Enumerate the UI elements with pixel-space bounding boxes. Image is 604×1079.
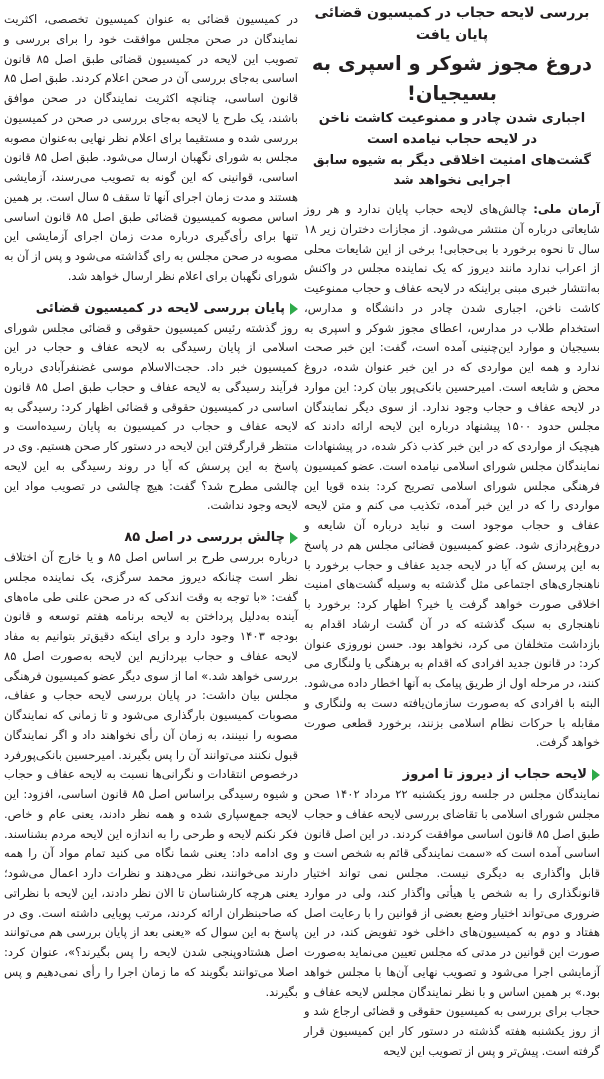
section-heading xyxy=(304,765,600,785)
article-subheads xyxy=(304,109,600,192)
section-body: درباره بررسی طرح بر اساس اصل ۸۵ و یا خارج آن اختلاف نظر است چنانکه دیروز محمد سرگزی، یک نماینده مجلس گفت: «با توجه به وقت اندکی که در صحن علنی طی ماه‌های آینده به‌دلیل پرداختن به لایحه برنامه هفتم توسعه و قانون بودجه ۱۴۰۳ وجود دارد و برای اینکه دقیق‌تر بتوانیم به مفاد لایحه عفاف و حجاب بپردازیم این لایحه به‌صورت اصل ۸۵ بررسی خواهد شد.» اما از سوی دیگر عضو کمیسیون فرهنگی مجلس بیان داشت: در پایان بررسی لایحه حجاب و عفاف، مصوبات کمیسیون بارگذاری می‌شود و تا زمانی که نمایندگان مصوبه را نبینند، به زمان آن رأی نخواهند داد و اگر نمایندگان قبول نکنند می‌توانند آن را پس بگیرند. امیرحسین بانکی‌پورفرد درخصوص انتقادات و نگرانی‌ها نسبت به لایحه عفاف و حجاب و شیوه رسیدگی براساس اصل ۸۵ قانون اساسی، افزود: این لایحه جمع‌سپاری شده و همه نظر دادند، یعنی عام و خاص. فکر نکنم لایحه و طرحی را به اندازه این لایحه مردم بشناسند. وی ادامه داد: یعنی شما نگاه می کنید تمام مواد آن را همه دارند می‌خوانند، نظر می‌دهند و نظرات دارد اعمال می‌شود؛ یعنی هرچه کارشناسان تا الان نظر دادند، این لایحه با نظراتی که صاحبنظران ارائه کردند، مرتب پویایی داشته است. وی در پاسخ به این سوال که «یعنی بعد از پایان بررسی هم می‌توانند اصل هشتادوپنجی شدن لایحه را پس بگیرند؟»، عنوان کرد: اصلا می‌توانند بگویند که ما زمان اجرا را رأی نمی‌دهیم و پس بگیرند. xyxy=(4,550,299,999)
subhead-line: در لایحه حجاب نیامده است xyxy=(366,131,538,147)
section-body: نمایندگان مجلس در جلسه روز یکشنبه ۲۲ مرداد ۱۴۰۲ صحن مجلس شورای اسلامی با تقاضای بررسی لایحه عفاف و حجاب طبق اصل ۸۵ قانون اساسی موافقت کردند. در این اصل قانون اساسی آمده است که «سمت نمایندگی قائم به شخص است و قابل واگذاری به دیگری نیست. مجلس نمی تواند اختیار قانونگذاری را به شخص یا هیأتی واگذار کند، ولی در موارد ضروری می‌تواند اختیار وضع بعضی از قوانین را با رعایت اصل هفتاد و دوم به کمیسیون‌های داخلی خود تفویض کند، در این صورت این قوانین در مدتی که مجلس تعیین می‌نماید به‌صورت آزمایشی اجرا می‌شود و تصویب نهایی آن‌ها با مجلس خواهد بود.» بر همین اساس و با نظر نمایندگان مجلس لایحه عفاف و حجاب برای بررسی به کمیسیون حقوقی و قضائی ارجاع شد و از روز یکشنبه هفته گذشته در دستور کار این کمیسیون قرار گرفته است. پیش‌تر و پس از تصویب این لایحه xyxy=(304,787,600,1058)
section-heading-text: چالش بررسی در اصل ۸۵ xyxy=(124,530,285,545)
article-kicker: بررسی لایحه حجاب در کمیسیون قضائی پایان یافت xyxy=(314,5,590,43)
subhead-line: اجباری شدن چادر و ممنوعیت کاشت ناخن xyxy=(318,111,586,126)
section-heading-text: پایان بررسی لایحه در کمیسیون قضائی xyxy=(35,300,285,316)
section-body-continued: در کمیسیون قضائی به عنوان کمیسیون تخصصی، اکثریت نمایندگان در صحن مجلس موافقت خود را برای بررسی و تصویب این لایحه در کمیسیون قضائی طبق اصل ۸۵ قانون اساسی به‌جای بررسی آن در صحن اعلام کردند. طبق اصل ۸۵ قانون اساسی، چنانچه اکثریت نمایندگان در صحن موافق باشند، یک طرح یا لایحه به‌جای بررسی در صحن در کمیسیون بررسی شده و مستقیما برای اعلام نظر نهایی به‌عنوان مصوبه مجلس به شورای نگهبان ارسال می‌شود. طبق اصل ۸۵ قانون اساسی، قوانینی که این گونه به تصویب می‌رسند، آزمایشی هستند و مدت زمان اجرای آنها تا سقف ۵ سال است. بر همین اساس مصوبه کمیسیون قضائی طبق اصل ۸۵ قانون اساسی تنها برای رأی‌گیری درباره مدت زمان اجرای آزمایشی این مصوبه در صحن مجلس به رای گذاشته می‌شود و پس از آن به شورای نگهبان برای اعلام نظر ارسال خواهد شد. xyxy=(4,12,299,283)
triangle-bullet-icon xyxy=(592,769,600,781)
article-left-column xyxy=(4,10,298,1002)
section-body: روز گذشته رئیس کمیسیون حقوقی و قضائی مجلس شورای اسلامی از پایان رسیدگی به لایحه عفاف و حجاب در این کمیسیون خبر داد. حجت‌الاسلام موسی غضنفرآبادی درباره فرآیند رسیدگی به لایحه عفاف و حجاب طبق اصل ۸۵ قانون اساسی در کمیسیون حقوقی و قضائی اظهار کرد: رسیدگی به لایحه عفاف و حجاب در کمیسیون به پایان رسیده‌است و منتظر قرارگرفتن این لایحه در دستور کار صحن هستیم. وی در پاسخ به این پرسش که آیا در روند رسیدگی به این لایحه چالشی مطرح شد؟ گفت: هیچ چالشی در تصویب مواد این لایحه وجود نداشت. xyxy=(4,320,298,513)
subhead-line: گشت‌های امنیت اخلاقی دیگر به شیوه سابق xyxy=(313,152,591,168)
article-lead-text: چالش‌های لایحه حجاب پایان ندارد و هر روز شایعاتی درباره آن منتشر می‌شود. از مجازات دختران زیر ۱۸ سال تا نحوه برخورد با بی‌حجابی! برخی از این شایعات محلی از اعراب ندارد مانند دیروز که یک نماینده مجلس در واکنش به‌انتشار خبری مبنی براینکه در لایحه عفاف و حجاب ممنوعیت کاشت ناخن، اجباری شدن چادر در دانشگاه و مدارس، استخدام طلاب در مدارس، اعطای مجوز شوکر و اسپری به بسیجیان و موارد این‌چنینی آمده است، گفت: این خبر صحت ندارد و همه این مواردی که در این خبر عنوان شده، دروغ محض و شایعه است. امیرحسین بانکی‌پور بیان کرد: این موارد در لایحه عفاف و حجاب وجود ندارد. از سوی دیگر نمایندگان مجلس حدود ۱۵۰۰ پیشنهاد درباره این لایحه ارائه دادند که هیچیک از مواردی که در این خبر کذب ذکر شده، در پیشنهادات نمایندگان مجلس شورای اسلامی نیامده است. عضو کمیسیون فرهنگی مجلس شورای اسلامی تصریح کرد: بنده قویا این مواردی را که در این خبر آمده، تکذیب می کنم و متن لایحه عفاف و حجاب موجود است و نباید درباره آن شایعه و دروغ‌پردازی شود. عضو کمیسیون قضائی مجلس هم در پاسخ به این پرسش که آیا در لایحه جدید عفاف و حجاب برخورد با ناهنجاری‌های اجتماعی مثل گذشته به وسیله گشت‌های امنیت اخلاقی صورت خواهد گرفت یا خیر؟ اظهار کرد: برخورد با ناهنجاری به سبک گذشته که در آن گشت ارشاد اقدام به بازداشت متخلفان می کرد، نخواهد بود. حسن نوروزی عنوان کرد: در قانون جدید افرادی که اقدام به برهنگی یا ولنگاری می کنند، در مرحله اول از طریق پیامک به آنها اخطار داده می‌شود. البته با افرادی که به‌صورت سازمان‌یافته دست به ولنگاری و مقابله با حرکات نظام اسلامی بزنند، برخورد قطعی صورت خواهد گرفت. xyxy=(304,202,600,750)
article-source: آرمان ملی: xyxy=(533,202,600,217)
subhead-line: اجرایی نخواهد شد xyxy=(393,173,511,189)
triangle-bullet-icon xyxy=(290,303,298,315)
article-lead xyxy=(304,200,600,753)
triangle-bullet-icon xyxy=(290,532,298,544)
section-heading xyxy=(4,528,298,548)
section-heading xyxy=(4,299,298,319)
section-heading-text: لایحه حجاب از دیروز تا امروز xyxy=(402,767,587,783)
article-headline: دروغ مجوز شوکر و اسپری به بسیجیان! xyxy=(311,52,593,105)
article-right-column xyxy=(304,0,600,1062)
